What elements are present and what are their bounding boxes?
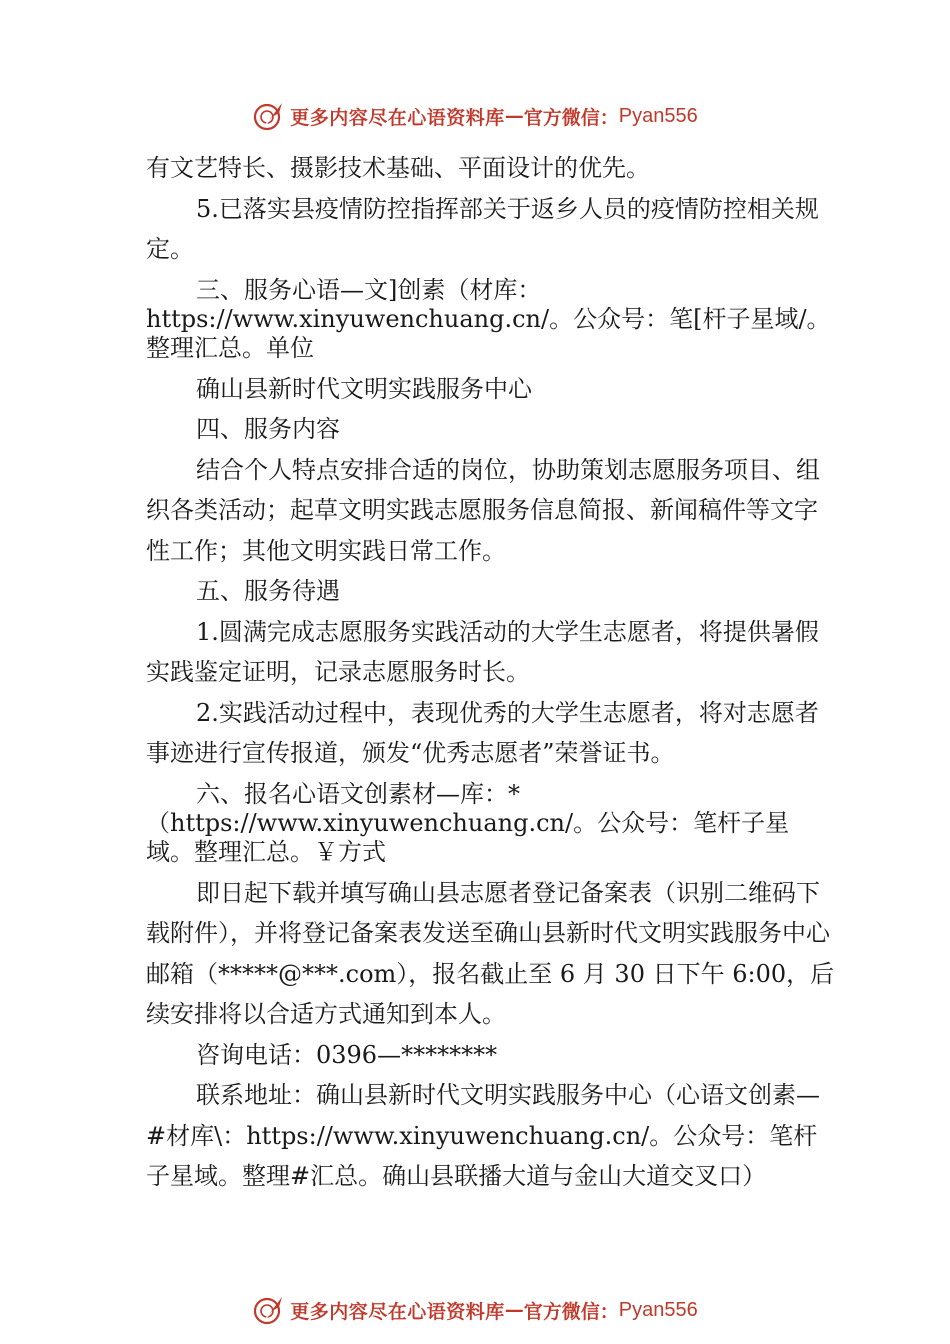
paragraph: 结合个人特点安排合适的岗位，协助策划志愿服务项目、组织各类活动；起草文明实践志愿服务信息简报、新闻稿件等文字性工作；其他文明实践日常工作。 [146, 455, 820, 565]
paragraph: 1.圆满完成志愿服务实践活动的大学生志愿者，将提供暑假实践鉴定证明，记录志愿服务时长。 [146, 617, 819, 686]
banner-wechat-label: 官方微信： [523, 106, 619, 129]
banner-wechat-id: Pyan556 [618, 1298, 698, 1321]
section-heading-service-content: 四、服务内容 [196, 415, 340, 443]
paragraph: 有文艺特长、摄影技术基础、平面设计的优先。 [146, 154, 650, 182]
banner-title: 更多内容尽在心语资料库 [290, 1300, 505, 1323]
section-heading-service-benefits: 五、服务待遇 [196, 577, 340, 605]
paragraph: 确山县新时代文明实践服务中心 [196, 374, 532, 403]
quill-pen-icon [252, 99, 286, 133]
header-banner [0, 96, 950, 136]
quill-pen-icon [252, 1293, 286, 1327]
banner-separator: — [504, 1299, 524, 1321]
section-heading-registration [146, 780, 836, 867]
footer-banner [0, 1290, 950, 1330]
banner-title: 更多内容尽在心语资料库 [290, 106, 505, 129]
banner-wechat-id: Pyan556 [618, 104, 698, 127]
paragraph: 5.已落实县疫情防控指挥部关于返乡人员的疫情防控相关规定。 [146, 194, 819, 263]
section-heading-service-unit [146, 276, 836, 363]
consult-phone: 咨询电话：0396—******** [196, 1040, 498, 1069]
banner-separator: — [504, 105, 524, 127]
document-body [146, 148, 836, 1197]
paragraph-text: 六、报名心语文创素材—库：*（https://www.xinyuwenchuang.cn/。公众号：笔杆子星域。整理汇总。￥方式 [146, 779, 790, 866]
banner-wechat-label: 官方微信： [523, 1300, 619, 1323]
paragraph: 即日起下载并填写确山县志愿者登记备案表（识别二维码下载附件），并将登记备案表发送至确山县新时代文明实践服务中心邮箱（*****@***.com），报名截止至 6 月 30 日下午 6:00，后续安排将以合适方式通知到本人。 [146, 878, 835, 1028]
paragraph: 2.实践活动过程中，表现优秀的大学生志愿者，将对志愿者事迹进行宣传报道，颁发“优秀志愿者”荣誉证书。 [146, 698, 819, 767]
paragraph-text: 三、服务心语—文]创素（材库：https://www.xinyuwenchuang.cn/。公众号：笔[杆子星域/。整理汇总。单位 [146, 275, 831, 362]
contact-address: 联系地址：确山县新时代文明实践服务中心（心语文创素—#材库\：https://www.xinyuwenchuang.cn/。公众号：笔杆子星域。整理#汇总。确山县联播大道与金山大道交叉口） [146, 1081, 820, 1190]
